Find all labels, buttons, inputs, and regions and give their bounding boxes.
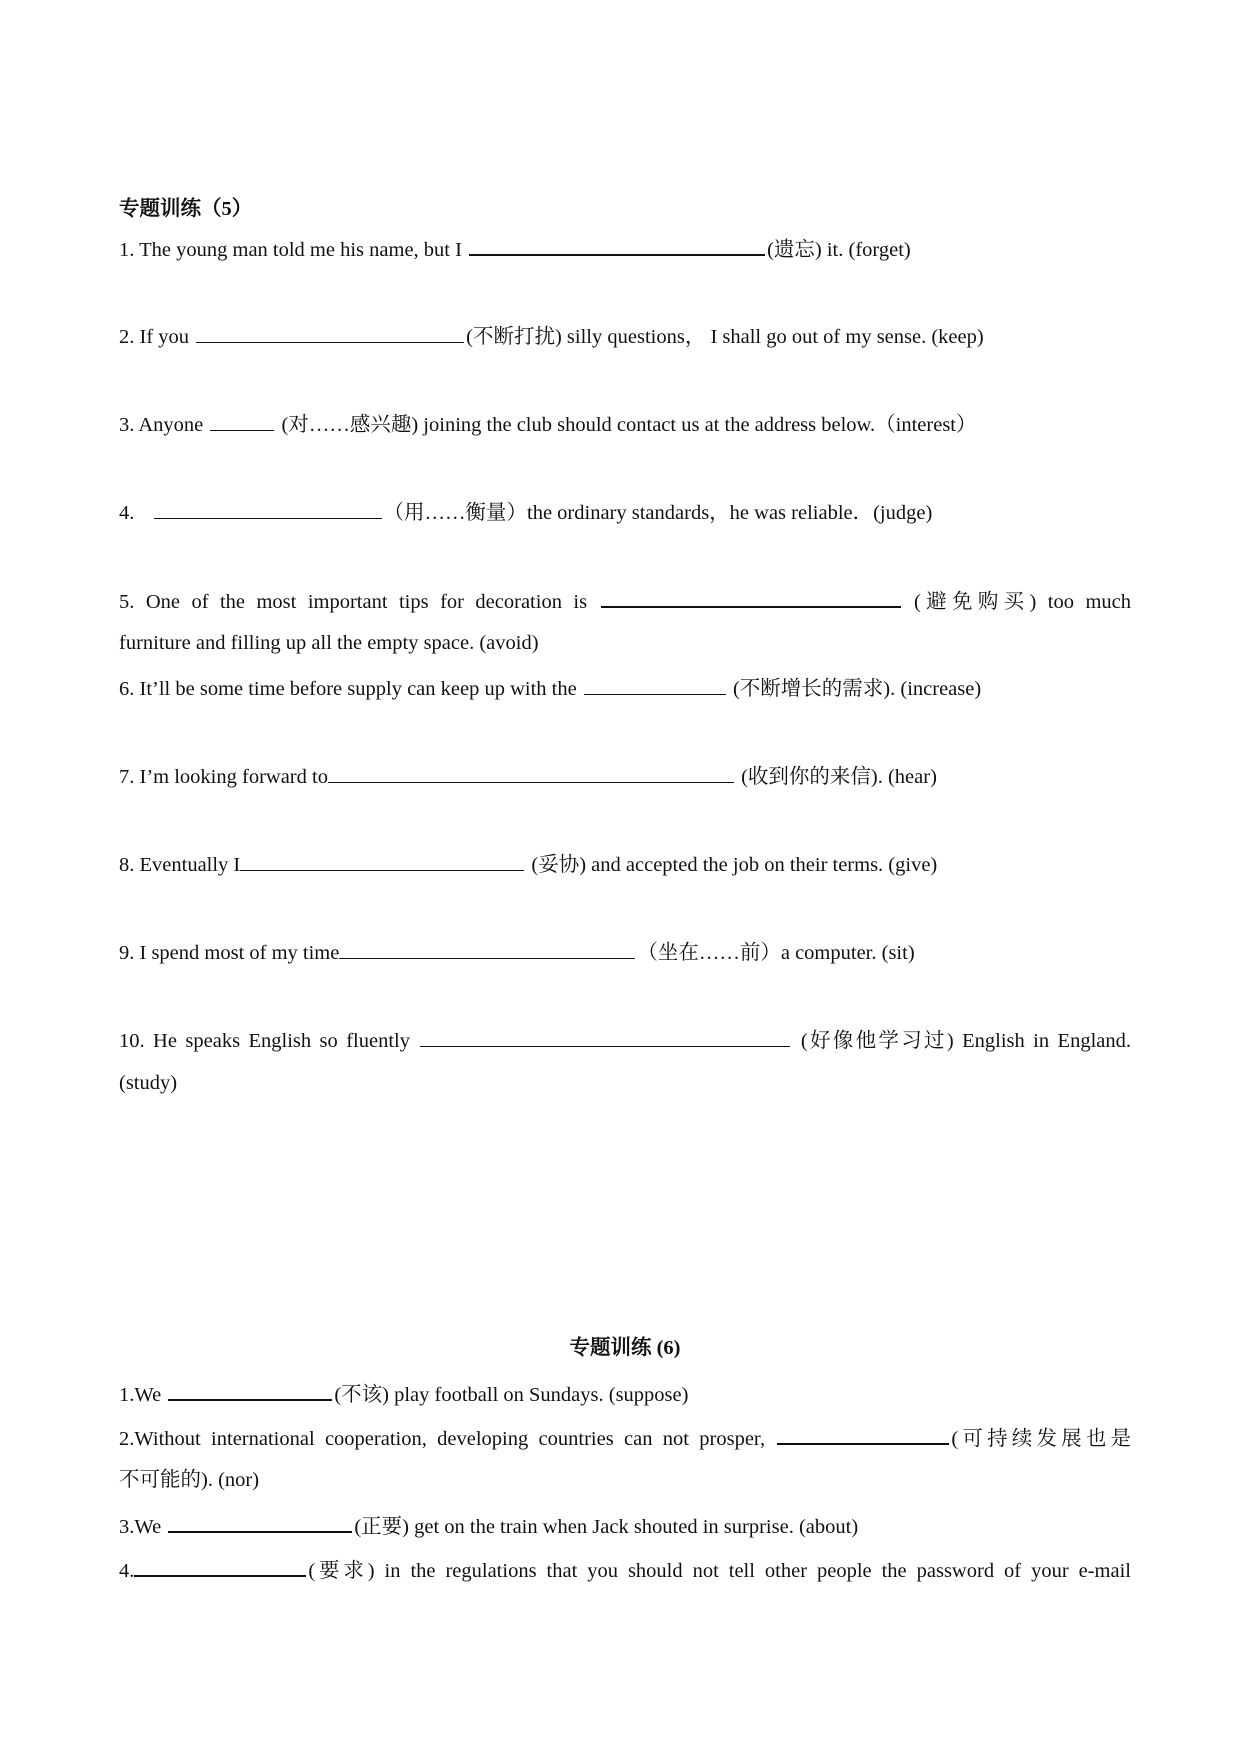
- item-text: 2. If you: [119, 326, 195, 348]
- item-hint: (好像他学习过) English in England.: [792, 1030, 1131, 1052]
- answer-blank[interactable]: [196, 320, 464, 343]
- item-text: 1. The young man told me his name, but I: [119, 239, 468, 261]
- s5-item-7: [119, 760, 1131, 792]
- item-text: 3. Anyone: [119, 414, 209, 436]
- item-text: 8. Eventually I: [119, 854, 241, 876]
- s6-item-4: [119, 1553, 1131, 1586]
- answer-blank[interactable]: [339, 936, 635, 959]
- answer-blank[interactable]: [328, 760, 734, 783]
- item-text: 3.We: [119, 1516, 167, 1538]
- item-text: 4.: [119, 502, 140, 524]
- s5-item-3: [119, 408, 1131, 440]
- s6-item-2-continuation: 不可能的). (nor): [119, 1469, 260, 1491]
- s5-item-4: [119, 496, 1131, 528]
- item-text: 1.We: [119, 1384, 167, 1406]
- answer-blank[interactable]: [134, 1553, 306, 1577]
- item-hint: (对……感兴趣) joining the club should contact us at the address below.（interest）: [276, 414, 977, 436]
- answer-blank[interactable]: [154, 496, 382, 519]
- s5-item-6: [119, 672, 1131, 704]
- s5-item-10-continuation: (study): [119, 1072, 178, 1094]
- answer-blank[interactable]: [240, 848, 524, 871]
- s5-item-8: [119, 848, 1131, 880]
- item-text: 9. I spend most of my time: [119, 942, 340, 964]
- item-hint: (妥协) and accepted the job on their terms. (give): [526, 854, 938, 876]
- item-hint: （坐在……前）a computer. (sit): [637, 942, 915, 964]
- answer-blank[interactable]: [420, 1024, 790, 1047]
- item-text: 10. He speaks English so fluently: [119, 1030, 419, 1052]
- s6-item-3: [119, 1509, 1131, 1542]
- item-hint: （用……衡量）the ordinary standards，he was reliable．(judge): [383, 502, 933, 524]
- s5-item-5: [119, 584, 1131, 617]
- section-6-title: 专题训练 (6): [569, 1337, 681, 1359]
- item-hint: (避免购买) too much: [902, 591, 1131, 613]
- answer-blank[interactable]: [777, 1421, 949, 1445]
- s5-item-9: [119, 936, 1131, 968]
- s5-item-10: [119, 1024, 1131, 1056]
- answer-blank[interactable]: [168, 1509, 352, 1533]
- item-hint: (遗忘) it. (forget): [767, 239, 911, 261]
- item-hint: (收到你的来信). (hear): [735, 766, 937, 788]
- item-hint: (可持续发展也是: [951, 1428, 1131, 1450]
- item-hint: (不断增长的需求). (increase): [727, 678, 982, 700]
- item-text: 4.: [119, 1560, 135, 1582]
- item-hint: (要求) in the regulations that you should not tell other people the password of your e-mail: [308, 1560, 1131, 1582]
- s5-item-2: [119, 320, 1131, 352]
- s5-item-5-continuation: furniture and filling up all the empty space. (avoid): [119, 632, 539, 654]
- section-5-title: 专题训练（5）: [119, 198, 253, 220]
- answer-blank[interactable]: [584, 672, 726, 695]
- item-hint: (不断打扰) silly questions， I shall go out of my sense. (keep): [466, 326, 984, 348]
- answer-blank[interactable]: [168, 1377, 332, 1401]
- s6-item-1: [119, 1377, 1131, 1410]
- item-text: 7. I’m looking forward to: [119, 766, 328, 788]
- answer-blank[interactable]: [469, 232, 765, 256]
- answer-blank[interactable]: [601, 584, 901, 608]
- item-text: 6. It’ll be some time before supply can keep up with the: [119, 678, 582, 700]
- item-text: 2.Without international cooperation, developing countries can not prosper,: [119, 1428, 776, 1450]
- item-hint: (不该) play football on Sundays. (suppose): [334, 1384, 689, 1406]
- item-text: 5. One of the most important tips for decoration is: [119, 591, 599, 613]
- s5-item-1: [119, 232, 1131, 265]
- s6-item-2: [119, 1421, 1131, 1454]
- item-hint: (正要) get on the train when Jack shouted in surprise. (about): [354, 1516, 859, 1538]
- answer-blank[interactable]: [210, 408, 274, 431]
